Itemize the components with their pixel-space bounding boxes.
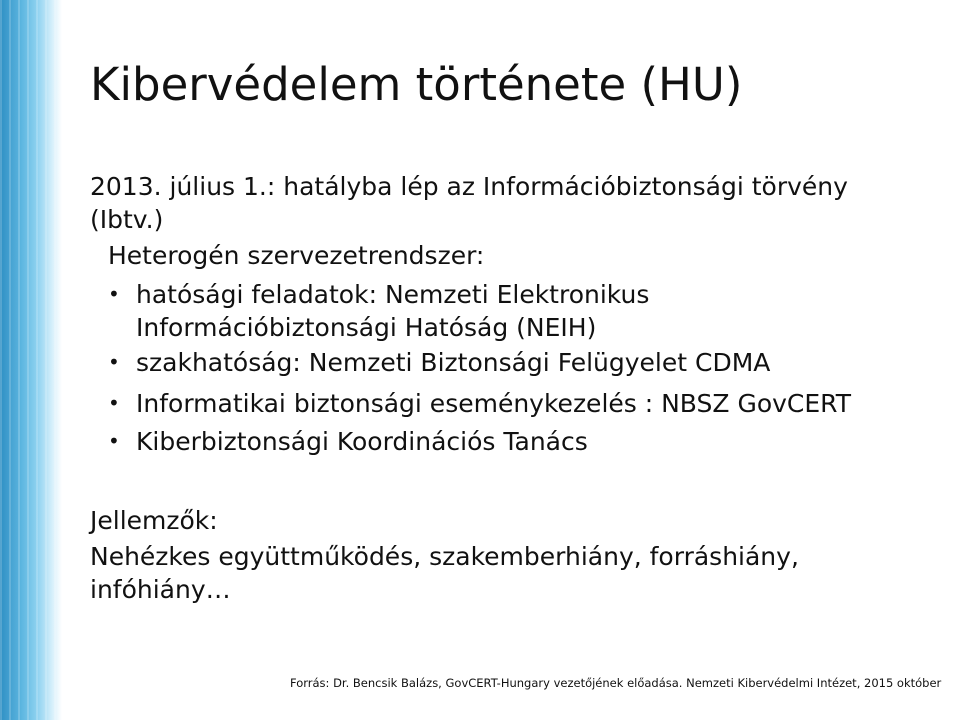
source-footer: Forrás: Dr. Bencsik Balázs, GovCERT-Hungary vezetőjének előadása. Nemzeti Kibervédelmi Intézet, 2015 október (290, 676, 942, 690)
slide-title: Kibervédelem története (HU) (90, 58, 743, 111)
bullet-icon: • (108, 282, 120, 306)
bullet-icon: • (108, 350, 120, 374)
bullet-text: szakhatóság: Nemzeti Biztonsági Felügyelet CDMA (136, 348, 771, 377)
bullet-item-cdma (108, 348, 770, 377)
decorative-side-band (0, 0, 62, 720)
bullet-item-govcert (108, 389, 851, 418)
bullet-text: hatósági feladatok: Nemzeti Elektronikus (136, 280, 650, 309)
bullet-text: Informatikai biztonsági eseménykezelés : NBSZ GovCERT (136, 389, 852, 418)
nehezkes-line-2: infóhiány… (90, 575, 231, 604)
intro-line-1: 2013. július 1.: hatályba lép az Információbiztonsági törvény (90, 172, 848, 201)
nehezkes-line-1: Nehézkes együttműködés, szakemberhiány, forráshiány, (90, 542, 799, 571)
bullet-icon: • (108, 391, 120, 415)
intro-line-2: (Ibtv.) (90, 205, 164, 234)
bullet-item-council (108, 427, 588, 456)
bullet-item-neih (108, 280, 649, 309)
bullet-item-neih-continuation: Információbiztonsági Hatóság (NEIH) (136, 313, 597, 342)
jellemzok-heading: Jellemzők: (90, 506, 218, 535)
bullet-text: Kiberbiztonsági Koordinációs Tanács (136, 427, 588, 456)
bullet-icon: • (108, 429, 120, 453)
heterogen-heading: Heterogén szervezetrendszer: (108, 241, 485, 270)
